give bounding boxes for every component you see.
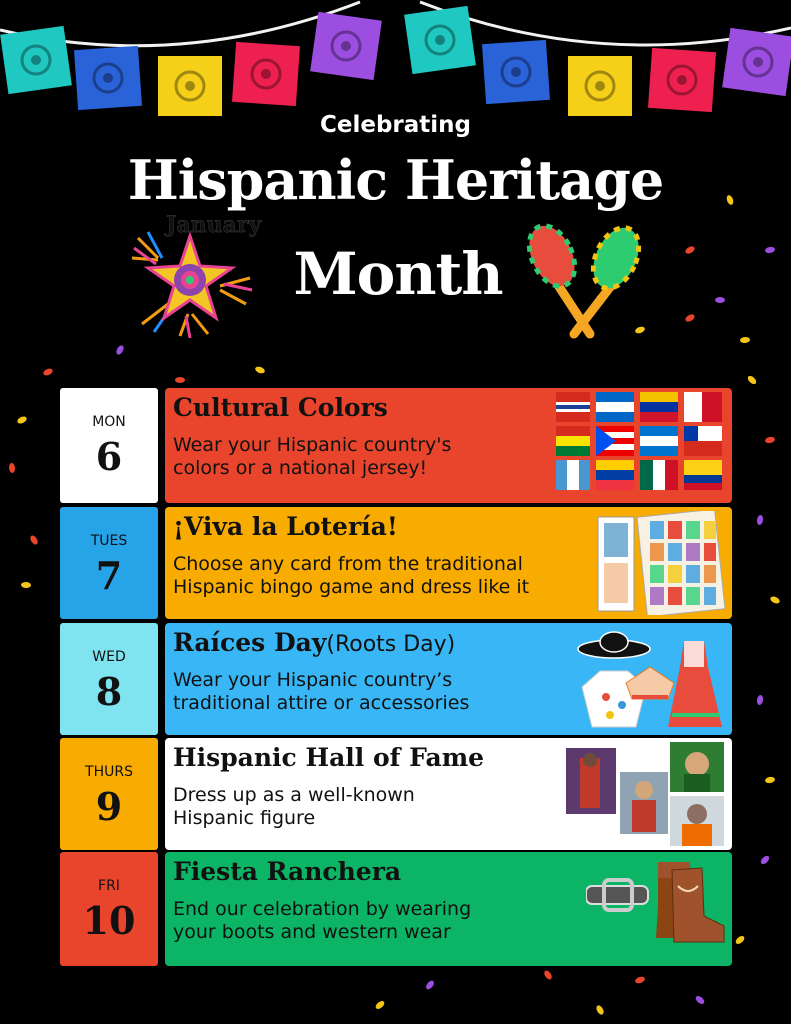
- event-title: [173, 743, 484, 772]
- flags-icon: [556, 392, 726, 499]
- banner-flag: [722, 28, 791, 96]
- description-line: Wear your Hispanic country's: [173, 434, 452, 456]
- day-box: [60, 388, 158, 503]
- day-number: 7: [95, 553, 123, 598]
- event-title: [173, 393, 388, 422]
- day-number: 8: [95, 669, 123, 714]
- confetti-piece: [740, 337, 750, 344]
- event-description: [173, 898, 593, 944]
- confetti-piece: [769, 595, 781, 605]
- event-title: [173, 628, 455, 657]
- confetti-piece: [694, 994, 706, 1005]
- event-description: [173, 784, 593, 830]
- event-row: [60, 507, 732, 619]
- confetti-piece: [8, 463, 15, 474]
- description-line: End our celebration by wearing: [173, 898, 472, 920]
- confetti-piece: [543, 969, 554, 981]
- famous-figures-photos: [566, 742, 726, 846]
- confetti-piece: [634, 975, 645, 984]
- banner-flag: [648, 48, 716, 112]
- confetti-piece: [115, 344, 125, 356]
- description-line: colors or a national jersey!: [173, 457, 428, 479]
- event-title-suffix: (Roots Day): [326, 632, 456, 657]
- banner-flag: [310, 12, 382, 80]
- confetti-piece: [746, 374, 757, 385]
- papel-picado-banner: [0, 0, 791, 120]
- confetti-piece: [254, 365, 265, 374]
- confetti-piece: [29, 534, 39, 546]
- overlay-text: January: [166, 212, 262, 238]
- description-line: Hispanic bingo game and dress like it: [173, 576, 530, 598]
- description-line: your boots and western wear: [173, 921, 451, 943]
- boots-belt-icon: [586, 856, 726, 962]
- day-name: THURS: [85, 764, 133, 780]
- day-number: 10: [82, 898, 136, 943]
- day-number: 6: [95, 434, 123, 479]
- banner-flag: [404, 6, 476, 74]
- event-panel: [165, 388, 732, 503]
- confetti-piece: [765, 776, 776, 784]
- event-title: [173, 857, 401, 886]
- event-description: [173, 669, 593, 715]
- event-title: [173, 512, 398, 541]
- traditional-attire-icon: [576, 627, 726, 731]
- event-panel: [165, 852, 732, 966]
- event-row: [60, 738, 732, 850]
- event-description: [173, 434, 593, 480]
- confetti-piece: [734, 934, 746, 945]
- confetti-piece: [684, 245, 696, 255]
- maracas-icon: [526, 222, 646, 342]
- day-name: FRI: [98, 878, 120, 894]
- banner-flag: [0, 26, 72, 94]
- loteria-cards-icon: [596, 511, 726, 615]
- event-description: [173, 553, 593, 599]
- day-number: 9: [95, 784, 123, 829]
- description-line: traditional attire or accessories: [173, 692, 470, 714]
- confetti-piece: [595, 1004, 605, 1016]
- day-name: TUES: [90, 533, 128, 549]
- description-line: Wear your Hispanic country’s: [173, 669, 453, 691]
- event-panel: [165, 507, 732, 619]
- day-box: [60, 738, 158, 850]
- banner-flag: [482, 40, 550, 104]
- event-row: [60, 388, 732, 503]
- confetti-piece: [374, 999, 386, 1010]
- confetti-piece: [756, 695, 764, 706]
- header-subtitle: Celebrating: [319, 112, 471, 138]
- event-row: [60, 852, 732, 966]
- confetti-piece: [175, 377, 185, 383]
- confetti-piece: [765, 246, 776, 254]
- event-panel: [165, 738, 732, 850]
- day-box: [60, 623, 158, 735]
- banner-flag: [568, 56, 632, 116]
- event-title-text: ¡Viva la Lotería!: [173, 512, 398, 541]
- header-title: Hispanic Heritage: [127, 148, 664, 212]
- event-title-text: Cultural Colors: [173, 393, 388, 422]
- event-row: [60, 623, 732, 735]
- banner-flag: [232, 42, 300, 106]
- event-panel: [165, 623, 732, 735]
- header-month: Month: [293, 240, 503, 308]
- day-box: [60, 507, 158, 619]
- pinata-icon: [128, 228, 258, 338]
- confetti-piece: [16, 415, 28, 425]
- banner-flag: [158, 56, 222, 116]
- confetti-piece: [765, 436, 776, 444]
- event-title-text: Raíces Day: [173, 628, 327, 657]
- description-line: Hispanic figure: [173, 807, 316, 829]
- day-name: WED: [92, 649, 126, 665]
- description-line: Choose any card from the traditional: [173, 553, 523, 575]
- confetti-piece: [715, 297, 725, 303]
- day-name: MON: [92, 414, 126, 430]
- event-title-text: Hispanic Hall of Fame: [173, 743, 485, 772]
- confetti-piece: [684, 313, 696, 323]
- event-title-text: Fiesta Ranchera: [173, 857, 402, 886]
- description-line: Dress up as a well-known: [173, 784, 415, 806]
- confetti-piece: [42, 367, 54, 377]
- confetti-piece: [21, 582, 31, 588]
- day-box: [60, 852, 158, 966]
- confetti-piece: [756, 515, 764, 526]
- banner-flag: [74, 46, 142, 110]
- confetti-piece: [759, 854, 770, 865]
- confetti-piece: [424, 979, 435, 991]
